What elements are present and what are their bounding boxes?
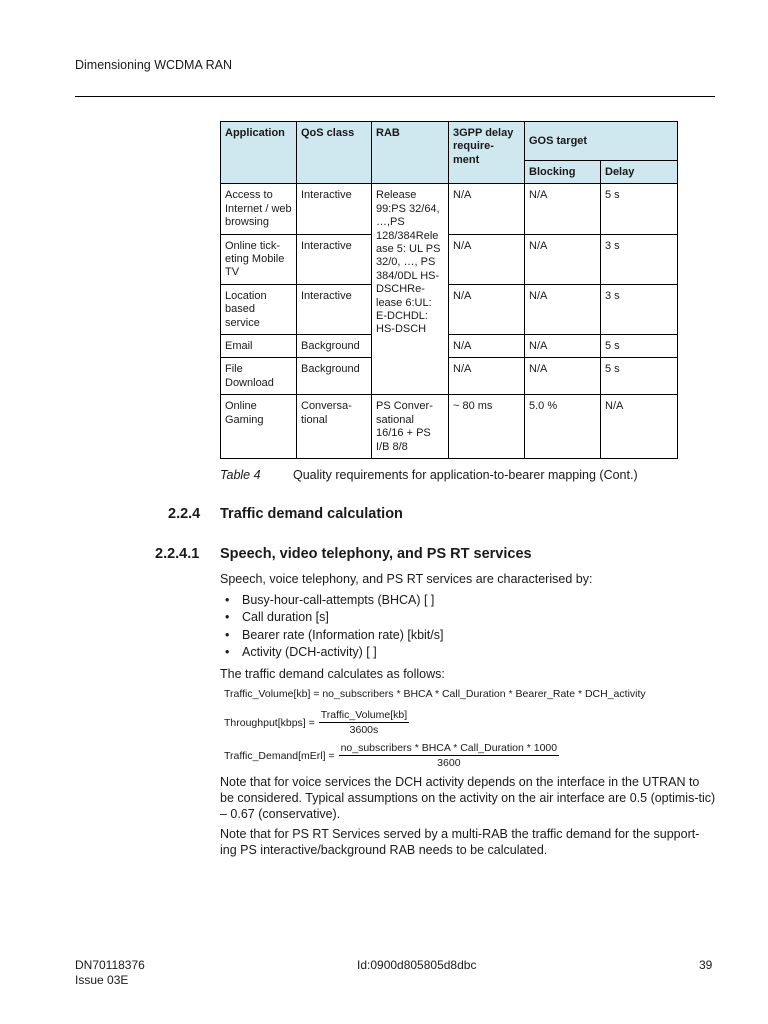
section-title: Speech, video telephony, and PS RT services (220, 546, 532, 562)
cell-blocking: N/A (525, 284, 601, 334)
col-header-qos-class: QoS class (297, 122, 372, 184)
section-number: 2.2.4 (168, 506, 201, 522)
footer-document-info (75, 958, 145, 988)
section-title: Traffic demand calculation (220, 506, 403, 522)
table-row (221, 395, 678, 459)
throughput-numerator: Traffic_Volume[kb] (320, 709, 408, 721)
table-row (221, 335, 678, 358)
col-header-gos-target: GOS target (525, 122, 678, 161)
table-caption (220, 468, 638, 482)
col-header-rab: RAB (372, 122, 449, 184)
calculation-intro: The traffic demand calculates as follows: (220, 667, 445, 681)
cell-delay: 3 s (601, 284, 678, 334)
list-item: • Bearer rate (Information rate) [kbit/s] (225, 627, 443, 644)
cell-rab: PS Conver-sational 16/16 + PS I/B 8/8 (372, 395, 449, 459)
cell-delay: N/A (601, 395, 678, 459)
table-row (221, 234, 678, 284)
table-row (221, 358, 678, 395)
cell-blocking: N/A (525, 184, 601, 234)
cell-delay: 5 s (601, 358, 678, 395)
throughput-denominator: 3600s (349, 724, 379, 736)
section-number: 2.2.4.1 (155, 546, 200, 562)
intro-paragraph: Speech, voice telephony, and PS RT services are characterised by: (220, 572, 593, 586)
cell-delay-requirement: N/A (449, 335, 525, 358)
list-item: • Call duration [s] (225, 609, 443, 626)
cell-application: Online tick-eting Mobile TV (221, 234, 297, 284)
quality-requirements-table (220, 121, 678, 459)
bullet-icon: • (225, 627, 230, 642)
section-heading-2-2-4-1 (155, 546, 532, 562)
cell-shared-rab: Release 99:PS 32/64, …,PS 128/384Rele ase 5: UL PS 32/0, …, PS 384/0DL HS-DSCHRe-lease 6:UL: E-DCHDL: HS-DSCH (372, 184, 449, 395)
demand-fraction (339, 742, 560, 769)
cell-blocking: 5.0 % (525, 395, 601, 459)
cell-blocking: N/A (525, 335, 601, 358)
table-row (221, 184, 678, 234)
running-header: Dimensioning WCDMA RAN (75, 58, 232, 72)
throughput-fraction (319, 709, 409, 736)
cell-qos: Background (297, 358, 372, 395)
note-voice-services: Note that for voice services the DCH activity depends on the interface in the UTRAN to be considered. Typical assumptions on the activity on the air interface are 0.5 (optimis-tic) – 0.67 (conservative). (220, 775, 716, 821)
col-header-blocking: Blocking (525, 161, 601, 184)
col-header-delay: Delay (601, 161, 678, 184)
cell-blocking: N/A (525, 358, 601, 395)
bullet-icon: • (225, 593, 230, 607)
bullet-icon: • (225, 644, 230, 659)
cell-delay-requirement: N/A (449, 234, 525, 284)
traffic-demand-formula (224, 742, 559, 769)
cell-delay: 5 s (601, 184, 678, 234)
cell-delay: 3 s (601, 234, 678, 284)
cell-qos: Interactive (297, 284, 372, 334)
document-number: DN70118376 (75, 958, 145, 972)
cell-application: Email (221, 335, 297, 358)
cell-application: Online Gaming (221, 395, 297, 459)
cell-delay-requirement: N/A (449, 284, 525, 334)
cell-delay: 5 s (601, 335, 678, 358)
cell-application: Location based service (221, 284, 297, 334)
demand-numerator: no_subscribers * BHCA * Call_Duration * 1000 (340, 742, 558, 754)
footer-document-id: Id:0900d805805d8dbc (357, 958, 477, 972)
cell-application: Access to Internet / web browsing (221, 184, 297, 234)
list-item: • Activity (DCH-activity) [ ] (225, 644, 443, 661)
throughput-formula (224, 709, 409, 736)
note-ps-rt-services: Note that for PS RT Services served by a multi-RAB the traffic demand for the support-ing PS interactive/background RAB needs to be calculated. (220, 827, 700, 857)
demand-lhs: Traffic_Demand[mErl] = (224, 749, 335, 762)
header-divider (75, 96, 715, 97)
cell-delay-requirement: N/A (449, 184, 525, 234)
section-heading-2-2-4 (168, 506, 403, 522)
issue-number: Issue 03E (75, 973, 129, 987)
demand-denominator: 3600 (437, 757, 461, 769)
cell-blocking: N/A (525, 234, 601, 284)
throughput-lhs: Throughput[kbps] = (224, 716, 315, 729)
cell-application: File Download (221, 358, 297, 395)
page-number: 39 (699, 958, 713, 972)
cell-qos: Interactive (297, 184, 372, 234)
bullet-icon: • (225, 610, 230, 625)
cell-qos: Conversa-tional (297, 395, 372, 459)
cell-qos: Background (297, 335, 372, 358)
caption-text: Quality requirements for application-to-bearer mapping (Cont.) (293, 468, 638, 482)
list-item: • Busy-hour-call-attempts (BHCA) [ ] (225, 592, 443, 609)
table-header-row (221, 122, 678, 161)
caption-label: Table 4 (220, 468, 261, 482)
cell-qos: Interactive (297, 234, 372, 284)
col-header-application: Application (221, 122, 297, 184)
table-row (221, 284, 678, 334)
cell-delay-requirement: ~ 80 ms (449, 395, 525, 459)
characteristics-list (225, 592, 443, 661)
cell-delay-requirement: N/A (449, 358, 525, 395)
col-header-delay-requirement: 3GPP delay require-ment (449, 122, 525, 184)
traffic-volume-formula: Traffic_Volume[kb] = no_subscribers * BHCA * Call_Duration * Bearer_Rate * DCH_activity (224, 688, 646, 700)
